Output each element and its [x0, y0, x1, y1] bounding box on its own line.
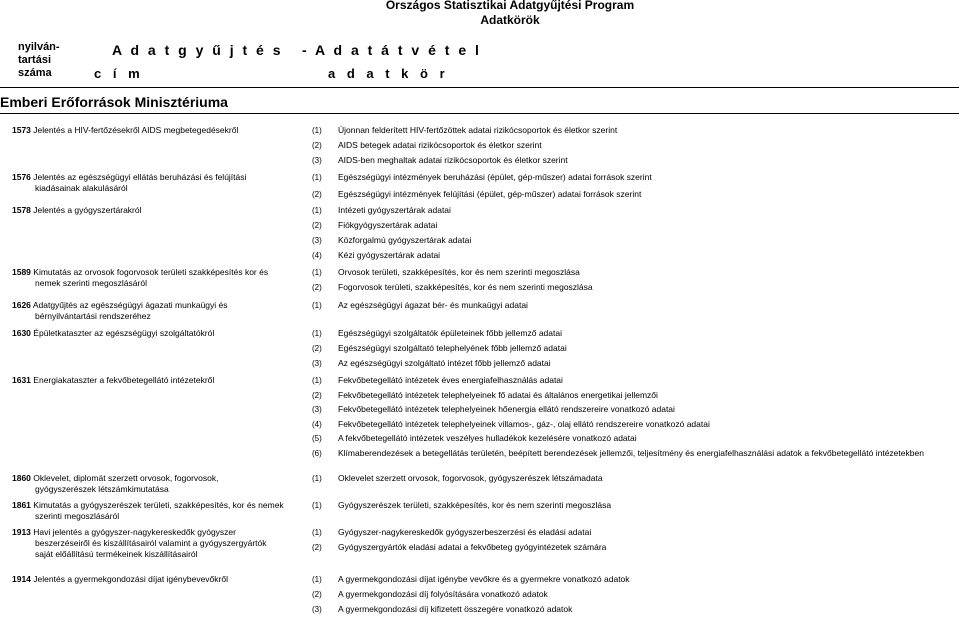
data-scope-text: Közforgalmú gyógyszertárak adatai	[338, 235, 472, 245]
data-scope-text: Fekvőbetegellátó intézetek éves energiafelhasználás adatai	[338, 375, 563, 385]
organization-divider	[0, 113, 959, 114]
data-scope-text: Fekvőbetegellátó intézetek telephelyeinek fő adatai és általános energetikai jellemzői	[338, 389, 658, 400]
data-scope-index: (4)	[312, 419, 322, 429]
collection-title-text: Épületkataszter az egészségügyi szolgáltatókról	[33, 328, 215, 338]
data-scope-text: Újonnan felderített HIV-fertőzöttek adatai rizikócsoportok és életkor szerint	[338, 125, 618, 135]
registration-number: 1861	[12, 500, 31, 510]
collection-title	[12, 527, 275, 560]
data-scope-text: Orvosok területi, szakképesítés, kor és nem szerinti megoszlása	[338, 267, 580, 277]
data-scope-index: (3)	[312, 156, 322, 165]
data-scope-index: (3)	[312, 236, 322, 245]
data-scope-index: (1)	[312, 376, 322, 385]
registration-number-header: nyilván- tartási száma	[18, 41, 60, 79]
data-scope-index: (2)	[312, 221, 322, 230]
registration-number: 1576	[12, 172, 31, 182]
collection-title	[12, 574, 292, 585]
data-scope-text: A fekvőbetegellátó intézetek veszélyes hulladékok kezelésére vonatkozó adatai	[338, 433, 637, 444]
data-scope-index: (6)	[312, 449, 322, 458]
data-scope-text: Fiókgyógyszertárak adatai	[338, 220, 438, 230]
data-scope-index: (2)	[312, 390, 322, 400]
data-scope-index: (1)	[312, 126, 322, 135]
data-scope-index: (1)	[312, 329, 322, 338]
header-divider	[0, 87, 959, 88]
data-transfer-header: - A d a t á t v é t e l	[302, 42, 482, 58]
data-scope-text: A gyermekgondozási díj kifizetett összegére vonatkozó adatok	[338, 604, 573, 614]
data-scope-index: (1)	[312, 575, 322, 584]
data-scope-text: Fekvőbetegellátó intézetek telephelyeinek hőenergia ellátó rendszereire vonatkozó adatai	[338, 404, 675, 415]
data-scope-index: (1)	[312, 206, 322, 215]
collection-title	[12, 328, 292, 339]
data-scope-index: (1)	[312, 301, 322, 310]
collection-header: A d a t g y ű j t é s	[112, 42, 284, 58]
data-scope-index: (2)	[312, 190, 322, 199]
collection-title	[12, 205, 292, 216]
data-scope-text: Gyógyszergyártók eladási adatai a fekvőbeteg gyógyintézetek számára	[338, 542, 607, 552]
data-scope-column-header: a d a t k ö r	[328, 66, 449, 81]
collection-title	[12, 500, 285, 522]
collection-title-text: Energiakataszter a fekvőbetegellátó intézetekről	[33, 375, 215, 385]
data-scope-index: (5)	[312, 434, 322, 444]
data-scope-text: Egészségügyi szolgáltató telephelyének főbb jellemző adatai	[338, 343, 567, 353]
data-scope-index: (2)	[312, 543, 322, 552]
data-scope-index: (1)	[312, 528, 322, 537]
collection-title-text: Kimutatás az orvosok fogorvosok területi szakképesítés kor és nemek szerinti megoszlásáról	[33, 267, 269, 288]
collection-title	[12, 375, 292, 386]
collection-title-text: Kimutatás a gyógyszerészek területi, szakképesítés, kor és nemek szerinti megoszlásáról	[33, 500, 284, 521]
collection-title	[12, 267, 290, 289]
data-scope-text: AIDS-ben meghaltak adatai rizikócsoportok és életkor szerint	[338, 155, 568, 165]
data-scope-text: Az egészségügyi szolgáltató intézet főbb jellemző adatai	[338, 358, 551, 368]
collection-title	[12, 172, 285, 194]
data-scope-text: Fogorvosok területi, szakképesítés, kor és nem szerinti megoszlása	[338, 282, 593, 292]
collection-title-text: Jelentés a gyógyszertárakról	[33, 205, 142, 215]
data-scope-text: A gyermekgondozási díjat igénybe vevőkre és a gyermekre vonatkozó adatok	[338, 574, 630, 584]
collection-title-text: Jelentés a gyermekgondozási díjat igénybevevőkről	[33, 574, 228, 584]
data-scope-text: Fekvőbetegellátó intézetek telephelyeinek villamos-, gáz-, olaj ellátó rendszereire vonatkozó adatai	[338, 418, 710, 429]
program-title: Országos Statisztikai Adatgyűjtési Program	[385, 0, 635, 12]
collection-title-text: Jelentés a HIV-fertőzésekről AIDS megbetegedésekről	[33, 125, 239, 135]
data-scope-text: Egészségügyi intézmények felújítási (épület, gép-műszer) adatai források szerint	[338, 189, 642, 199]
title-column-header: c í m	[94, 66, 144, 81]
data-scope-index: (1)	[312, 173, 322, 182]
data-scope-text: Gyógyszerészek területi, szakképesítés, kor és nem szerinti megoszlása	[338, 500, 612, 510]
data-scope-index: (1)	[312, 474, 322, 483]
registration-number: 1631	[12, 375, 31, 385]
data-scope-index: (3)	[312, 359, 322, 368]
collection-title-text: Havi jelentés a gyógyszer-nagykereskedők gyógyszer beszerzéseiről és kiszállításairól valamint a gyógyszergyártók saját előállítású termékeinek kiszállításairól	[33, 527, 267, 559]
registration-number: 1630	[12, 328, 31, 338]
data-scope-text: Oklevelet szerzett orvosok, fogorvosok, gyógyszerészek létszámadata	[338, 473, 603, 483]
collection-title	[12, 300, 285, 322]
data-scope-text: AIDS betegek adatai rizikócsoportok és életkor szerint	[338, 140, 542, 150]
collection-title	[12, 473, 265, 495]
data-scope-index: (3)	[312, 405, 322, 415]
data-scope-text: Egészségügyi intézmények beruházási (épület, gép-műszer) adatai források szerint	[338, 172, 652, 182]
data-scope-text: Intézeti gyógyszertárak adatai	[338, 205, 451, 215]
data-scope-index: (4)	[312, 251, 322, 260]
collection-title-text: Oklevelet, diplomát szerzett orvosok, fogorvosok, gyógyszerészek létszámkimutatása	[33, 473, 219, 494]
data-scope-index: (2)	[312, 590, 322, 599]
program-subtitle: Adatkörök	[480, 13, 540, 27]
data-scope-index: (2)	[312, 141, 322, 150]
registration-number: 1913	[12, 527, 31, 537]
data-scope-index: (1)	[312, 501, 322, 510]
data-scope-text: Egészségügyi szolgáltatók épületeinek főbb jellemző adatai	[338, 328, 562, 338]
data-scope-text: Kézi gyógyszertárak adatai	[338, 250, 441, 260]
data-scope-index: (3)	[312, 605, 322, 614]
data-scope-index: (2)	[312, 344, 322, 353]
organization-name: Emberi Erőforrások Minisztériuma	[0, 94, 228, 110]
registration-number: 1578	[12, 205, 31, 215]
registration-number: 1626	[12, 300, 31, 310]
registration-number: 1860	[12, 473, 31, 483]
data-scope-text: Klímaberendezések a betegellátás területén, beépített berendezések jellemzői, teljesítmény és energiafelhasználási adatok a fekvőbetegellátó intézetekben	[338, 448, 924, 458]
collection-title	[12, 125, 292, 136]
data-scope-index: (1)	[312, 268, 322, 277]
collection-title-text: Adatgyűjtés az egészségügyi ágazati munkaügyi és bérnyilvántartási rendszeréhez	[32, 300, 228, 321]
registration-number: 1914	[12, 574, 31, 584]
data-scope-index: (2)	[312, 283, 322, 292]
collection-title-text: Jelentés az egészségügyi ellátás beruházási és felújítási kiadásainak alakulásáról	[33, 172, 247, 193]
data-scope-text: Az egészségügyi ágazat bér- és munkaügyi adatai	[338, 300, 528, 310]
registration-number: 1573	[12, 125, 31, 135]
registration-number: 1589	[12, 267, 31, 277]
data-scope-text: A gyermekgondozási díj folyósítására vonatkozó adatok	[338, 589, 548, 599]
data-scope-text: Gyógyszer-nagykereskedők gyógyszerbeszerzési és eladási adatai	[338, 527, 592, 537]
